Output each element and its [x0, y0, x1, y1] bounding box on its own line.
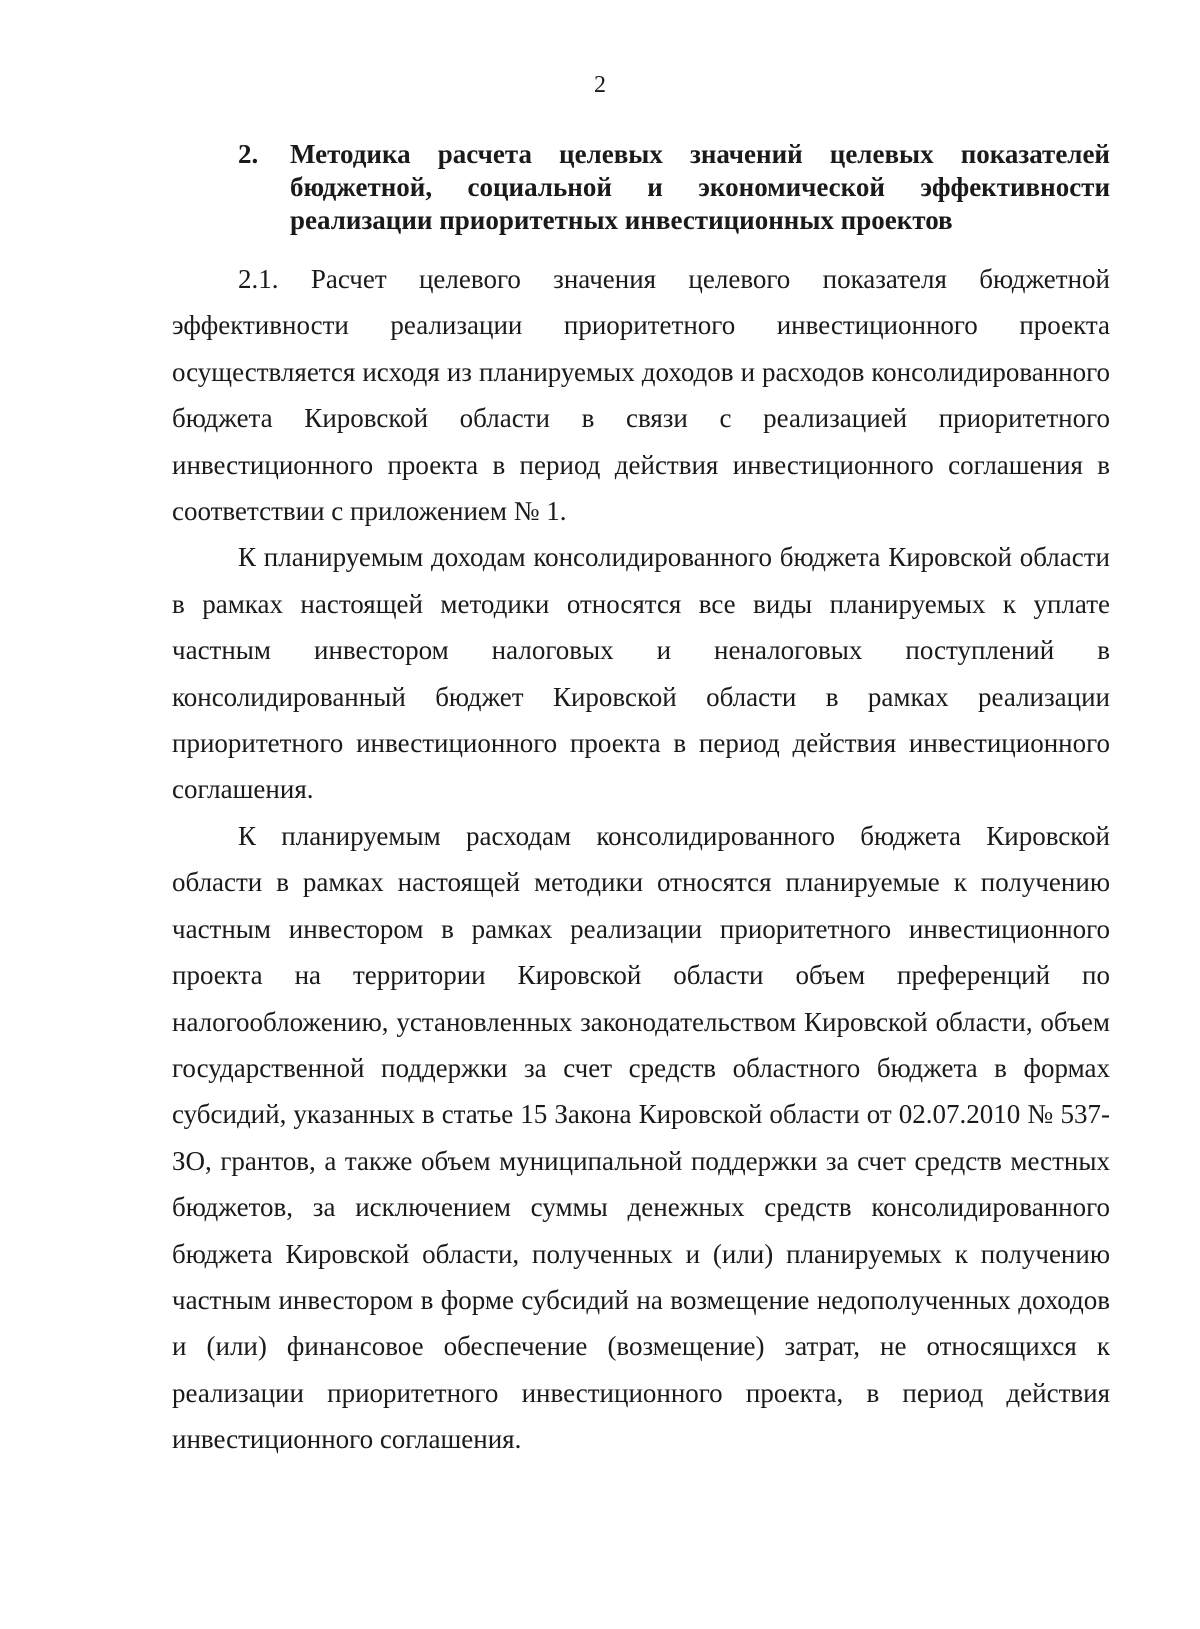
- page-number: 2: [594, 72, 606, 98]
- section-title: Методика расчета целевых значений целевых показателей бюджетной, социальной и экономической эффективности реализации приоритетных инвестиционных проектов: [290, 139, 1110, 235]
- section-heading: [238, 138, 1110, 237]
- paragraph-planned-revenues: К планируемым доходам консолидированного бюджета Кировской области в рамках настоящей методики относятся все виды планируемых к уплате частным инвестором налоговых и неналоговых поступлений в консолидированный бюджет Кировской области в рамках реализации приоритетного инвестиционного проекта в период действия инвестиционного соглашения.: [172, 542, 1110, 805]
- document-body: [172, 256, 1110, 1463]
- section-number: 2.: [238, 139, 259, 169]
- paragraph-planned-expenses: К планируемым расходам консолидированного бюджета Кировской области в рамках настоящей методики относятся планируемые к получению частным инвестором в рамках реализации приоритетного инвестиционного проекта на территории Кировской области объем преференций по налогообложению, установленных законодательством Кировской области, объем государственной поддержки за счет средств областного бюджета в формах субсидий, указанных в статье 15 Закона Кировской области от 02.07.2010 № 537-ЗО, грантов, а также объем муниципальной поддержки за счет средств местных бюджетов, за исключением суммы денежных средств консолидированного бюджета Кировской области, полученных и (или) планируемых к получению частным инвестором в форме субсидий на возмещение недополученных доходов и (или) финансовое обеспечение (возмещение) затрат, не относящихся к реализации приоритетного инвестиционного проекта, в период действия инвестиционного соглашения.: [172, 820, 1110, 1455]
- paragraph-budget-efficiency: 2.1. Расчет целевого значения целевого показателя бюджетной эффективности реализации приоритетного инвестиционного проекта осуществляется исходя из планируемых доходов и расходов консолидированного бюджета Кировской области в связи с реализацией приоритетного инвестиционного проекта в период действия инвестиционного соглашения в соответствии с приложением № 1.: [172, 264, 1110, 527]
